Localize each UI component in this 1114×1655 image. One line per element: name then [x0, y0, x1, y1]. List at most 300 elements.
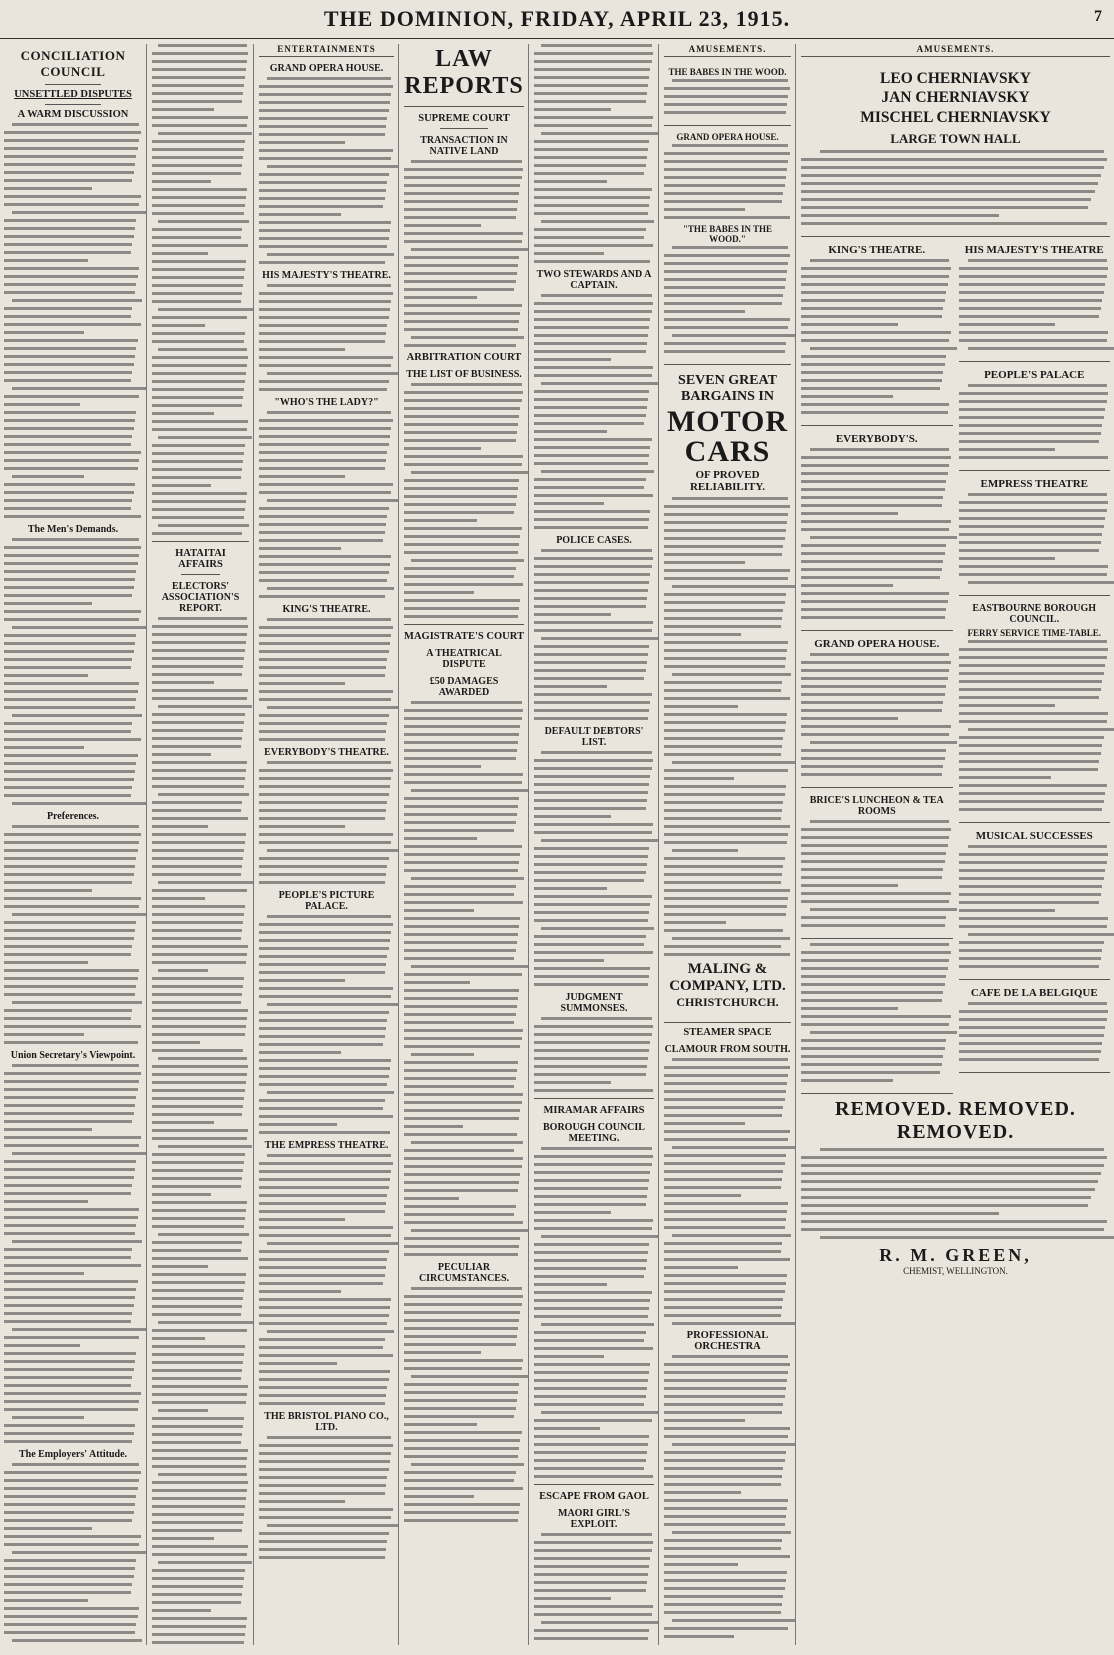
text-line [801, 983, 945, 986]
article-subheadline: PECULIAR CIRCUMSTANCES. [418, 1262, 510, 1284]
text-line [404, 1455, 518, 1458]
text-line [152, 1089, 245, 1092]
text-line [4, 1088, 138, 1091]
text-line [4, 929, 135, 932]
text-line [672, 497, 789, 500]
text-line [4, 1607, 139, 1610]
text-line [664, 1074, 788, 1077]
text-line [259, 1476, 387, 1479]
text-line [664, 721, 786, 724]
text-line [672, 79, 789, 82]
text-line [801, 975, 946, 978]
text-line [4, 1080, 139, 1083]
text-line [259, 865, 387, 868]
text-line [664, 1290, 785, 1293]
text-line [4, 355, 135, 358]
advertisement [959, 596, 1111, 823]
text-line [534, 879, 644, 882]
text-line [152, 268, 245, 271]
text-line [4, 1224, 136, 1227]
text-line [534, 1259, 647, 1262]
text-line [801, 480, 946, 483]
text-line [152, 1153, 245, 1156]
text-line [404, 224, 481, 227]
text-line [404, 272, 517, 275]
text-line [534, 164, 646, 167]
text-line [259, 698, 391, 701]
text-line [959, 680, 1103, 683]
text-line [534, 1219, 653, 1222]
text-line [259, 825, 345, 828]
text-line [801, 552, 945, 555]
text-line [158, 44, 247, 47]
text-line [968, 845, 1107, 848]
article-headline: THE BRISTOL PIANO CO., LTD. [264, 1411, 389, 1433]
text-line [534, 1419, 652, 1422]
text-line [664, 873, 782, 876]
text-line [534, 791, 648, 794]
text-line [259, 1532, 389, 1535]
text-line [4, 722, 132, 725]
advertisement [959, 362, 1111, 471]
text-line [801, 1079, 893, 1082]
text-line [4, 1096, 136, 1099]
text-line [4, 1144, 139, 1147]
text-line [4, 1487, 138, 1490]
text-line [404, 1165, 522, 1168]
text-line [404, 1189, 518, 1192]
text-line [259, 1250, 389, 1253]
text-line [259, 979, 345, 982]
text-line [152, 1353, 244, 1356]
text-line [259, 419, 393, 422]
text-line [404, 1495, 474, 1498]
text-line [404, 1399, 517, 1402]
text-line [534, 581, 649, 584]
text-line [267, 915, 391, 918]
text-line [664, 921, 726, 924]
text-line [152, 921, 243, 924]
text-line [152, 1041, 200, 1044]
text-line [4, 1360, 135, 1363]
text-line [4, 379, 131, 382]
text-line [12, 1064, 139, 1067]
ad-body [664, 144, 791, 219]
column-court-news [530, 44, 658, 1645]
text-line [664, 103, 787, 106]
text-line [404, 1487, 523, 1490]
text-line [664, 713, 787, 716]
text-line [672, 1355, 789, 1358]
text-line [152, 1297, 243, 1300]
text-line [664, 913, 786, 916]
text-line [4, 618, 139, 621]
text-line [411, 965, 528, 968]
section-label: AMUSEMENTS. [801, 44, 1110, 57]
text-line [534, 1057, 648, 1060]
text-line [259, 1298, 391, 1301]
column-conciliation [0, 44, 146, 1645]
text-line [152, 1209, 246, 1212]
text-line [801, 757, 945, 760]
text-line [152, 372, 246, 375]
text-line [404, 845, 522, 848]
text-line [404, 1013, 516, 1016]
text-line [4, 187, 92, 190]
text-line [534, 887, 607, 890]
text-line [672, 1146, 795, 1149]
text-line [664, 1539, 782, 1542]
cherniavsky-advertisement [801, 61, 1110, 237]
text-line [404, 591, 474, 594]
text-line [12, 1639, 142, 1642]
article-subheadline: CLAMOUR FROM SOUTH. [664, 1044, 791, 1055]
column-rule [658, 44, 659, 1645]
text-line [534, 1613, 652, 1616]
text-line [534, 446, 650, 449]
text-line [259, 1314, 389, 1317]
text-line [152, 1601, 241, 1604]
text-line [534, 430, 607, 433]
text-line [152, 148, 244, 151]
text-line [4, 642, 135, 645]
article-headline: TWO STEWARDS AND A CAPTAIN. [536, 269, 652, 291]
text-line [152, 657, 244, 660]
text-line [4, 483, 135, 486]
text-line [4, 395, 139, 398]
text-line [968, 347, 1114, 350]
text-line [4, 235, 134, 238]
text-line [801, 749, 946, 752]
text-line [534, 1171, 650, 1174]
text-line [259, 690, 393, 693]
text-line [4, 1424, 135, 1427]
text-line [259, 1274, 385, 1277]
text-line [534, 1557, 650, 1560]
text-line [534, 589, 648, 592]
ad-title: THE BABES IN THE WOOD. [668, 67, 787, 77]
text-line [152, 236, 241, 239]
text-line [664, 1587, 785, 1590]
text-line [404, 1117, 519, 1120]
text-line [664, 1282, 786, 1285]
text-line [664, 817, 781, 820]
article-body [534, 1017, 654, 1092]
text-line [664, 1483, 781, 1486]
text-line [4, 706, 135, 709]
text-line [152, 809, 241, 812]
text-line [152, 689, 248, 692]
text-line [152, 396, 243, 399]
text-line [259, 1170, 391, 1173]
text-line [152, 140, 245, 143]
text-line [664, 681, 782, 684]
article-body [534, 549, 654, 720]
text-line [404, 296, 477, 299]
text-line [534, 935, 646, 938]
text-line [404, 1109, 520, 1112]
text-line [152, 1641, 244, 1644]
advertisement [801, 788, 953, 939]
text-line [959, 752, 1101, 755]
text-line [534, 318, 650, 321]
text-line [664, 953, 790, 956]
text-line [664, 561, 745, 564]
text-line [152, 420, 248, 423]
text-line [664, 302, 782, 305]
text-line [959, 416, 1104, 419]
text-line [4, 139, 139, 142]
text-line [534, 1291, 652, 1294]
text-line [664, 270, 787, 273]
text-line [959, 501, 1109, 504]
text-line [404, 869, 518, 872]
text-line [664, 1395, 785, 1398]
text-line [152, 1449, 248, 1452]
text-line [259, 332, 386, 335]
text-line [404, 1253, 518, 1256]
text-line [152, 1465, 246, 1468]
text-line [4, 1136, 141, 1139]
text-line [664, 254, 790, 257]
text-line [259, 769, 393, 772]
text-line [801, 456, 951, 459]
text-line [152, 1497, 246, 1500]
text-line [801, 275, 949, 278]
text-line [534, 823, 653, 826]
text-line [4, 1631, 135, 1634]
text-line [959, 299, 1103, 302]
text-line [541, 751, 651, 754]
text-line [534, 1163, 652, 1166]
text-line [411, 1463, 524, 1466]
text-line [4, 961, 88, 964]
text-line [4, 251, 131, 254]
text-line [664, 1130, 790, 1133]
text-line [534, 1573, 648, 1576]
text-line [152, 1257, 248, 1260]
text-line [801, 387, 940, 390]
text-line [959, 339, 1107, 342]
text-line [152, 817, 248, 820]
text-line [259, 133, 385, 136]
text-line [259, 1394, 386, 1397]
text-line [152, 1425, 243, 1428]
text-line [259, 1123, 337, 1126]
text-line [259, 634, 391, 637]
text-line [4, 1168, 135, 1171]
text-line [534, 1307, 649, 1310]
text-line [259, 738, 385, 741]
text-line [152, 492, 247, 495]
text-line [4, 499, 132, 502]
text-line [404, 328, 518, 331]
text-line [672, 1531, 791, 1534]
text-line [801, 828, 951, 831]
text-line [152, 500, 246, 503]
text-line [801, 512, 898, 515]
text-line [959, 712, 1109, 715]
text-line [4, 1256, 131, 1259]
text-line [259, 1386, 387, 1389]
text-line [152, 753, 211, 756]
text-line [959, 541, 1101, 544]
text-line [959, 1018, 1107, 1021]
article-body [152, 44, 249, 343]
text-line [664, 593, 786, 596]
text-line [534, 310, 652, 313]
ad-title: EMPRESS THEATRE [980, 478, 1088, 491]
text-line [404, 853, 520, 856]
text-line [801, 1164, 1104, 1167]
ad-body [664, 79, 791, 114]
text-line [534, 414, 646, 417]
text-line [534, 1565, 649, 1568]
text-line [259, 1468, 389, 1471]
text-line [4, 698, 136, 701]
text-line [259, 1338, 385, 1341]
text-line [959, 267, 1109, 270]
text-line [534, 621, 653, 624]
text-line [810, 347, 957, 350]
text-line [259, 491, 391, 494]
text-line [959, 776, 1051, 779]
text-line [404, 1077, 516, 1080]
text-line [12, 1463, 139, 1466]
text-line [259, 714, 389, 717]
text-line [267, 1154, 391, 1157]
text-line [259, 1067, 390, 1070]
text-line [404, 1029, 523, 1032]
text-line [664, 1491, 741, 1494]
text-line [152, 404, 242, 407]
ad-title: PEOPLE'S PALACE [984, 369, 1085, 382]
text-line [152, 1129, 248, 1132]
text-line [404, 1407, 516, 1410]
text-line [267, 1003, 398, 1006]
text-line [801, 182, 1098, 185]
text-line [801, 991, 943, 994]
article-headline: PEOPLE'S PICTURE PALACE. [278, 890, 375, 912]
text-line [411, 248, 527, 251]
text-line [158, 705, 252, 708]
text-line [664, 601, 785, 604]
text-line [801, 608, 946, 611]
text-line [664, 1098, 785, 1101]
text-line [152, 1001, 241, 1004]
text-line [664, 1595, 783, 1598]
text-line [4, 339, 138, 342]
divider [534, 1484, 654, 1485]
text-line [152, 204, 245, 207]
text-line [810, 1031, 957, 1034]
text-line [4, 1184, 132, 1187]
text-line [404, 551, 518, 554]
text-line [259, 1402, 385, 1405]
text-line [152, 1177, 242, 1180]
text-line [404, 1021, 514, 1024]
text-line [404, 479, 519, 482]
text-line [541, 1147, 651, 1150]
text-line [404, 949, 516, 952]
text-line [152, 1193, 211, 1196]
text-line [801, 892, 951, 895]
text-line [541, 220, 654, 223]
text-line [152, 889, 247, 892]
text-line [4, 451, 141, 454]
text-line [4, 435, 132, 438]
text-line [152, 1073, 247, 1076]
text-line [534, 951, 653, 954]
text-line [534, 895, 652, 898]
text-line [534, 422, 644, 425]
text-line [534, 1267, 646, 1270]
text-line [152, 1521, 243, 1524]
text-line [404, 200, 518, 203]
text-line [404, 1125, 463, 1128]
text-line [801, 464, 949, 467]
text-line [534, 76, 649, 79]
text-line [404, 1037, 522, 1040]
text-line [411, 559, 524, 562]
text-line [259, 451, 387, 454]
text-line [404, 407, 520, 410]
text-line [534, 100, 646, 103]
text-line [152, 905, 245, 908]
text-line [152, 961, 246, 964]
text-line [664, 1114, 782, 1117]
divider [181, 574, 220, 575]
text-line [4, 554, 139, 557]
text-line [4, 291, 135, 294]
text-line [664, 769, 788, 772]
text-line [4, 865, 135, 868]
text-line [534, 486, 644, 489]
text-line [12, 211, 146, 214]
text-line [259, 443, 389, 446]
text-line [4, 881, 132, 884]
text-line [152, 1401, 246, 1404]
text-line [404, 909, 474, 912]
text-line [959, 400, 1107, 403]
text-line [534, 52, 653, 55]
text-line [404, 757, 516, 760]
text-line [4, 403, 80, 406]
text-line [152, 1513, 244, 1516]
text-line [404, 1237, 520, 1240]
text-line [4, 1479, 139, 1482]
text-line [664, 1579, 786, 1582]
text-line [664, 697, 790, 700]
text-line [959, 893, 1101, 896]
text-line [152, 324, 205, 327]
text-line [534, 1363, 650, 1366]
text-line [404, 256, 519, 259]
text-line [801, 884, 898, 887]
text-line [152, 252, 208, 255]
text-line [4, 1320, 131, 1323]
text-line [404, 1101, 522, 1104]
text-line [801, 528, 949, 531]
text-line [534, 124, 652, 127]
text-line [534, 212, 648, 215]
text-line [259, 117, 387, 120]
advertisement [959, 823, 1111, 980]
text-line [801, 371, 943, 374]
text-line [801, 725, 951, 728]
text-line [152, 1025, 246, 1028]
text-line [664, 881, 781, 884]
